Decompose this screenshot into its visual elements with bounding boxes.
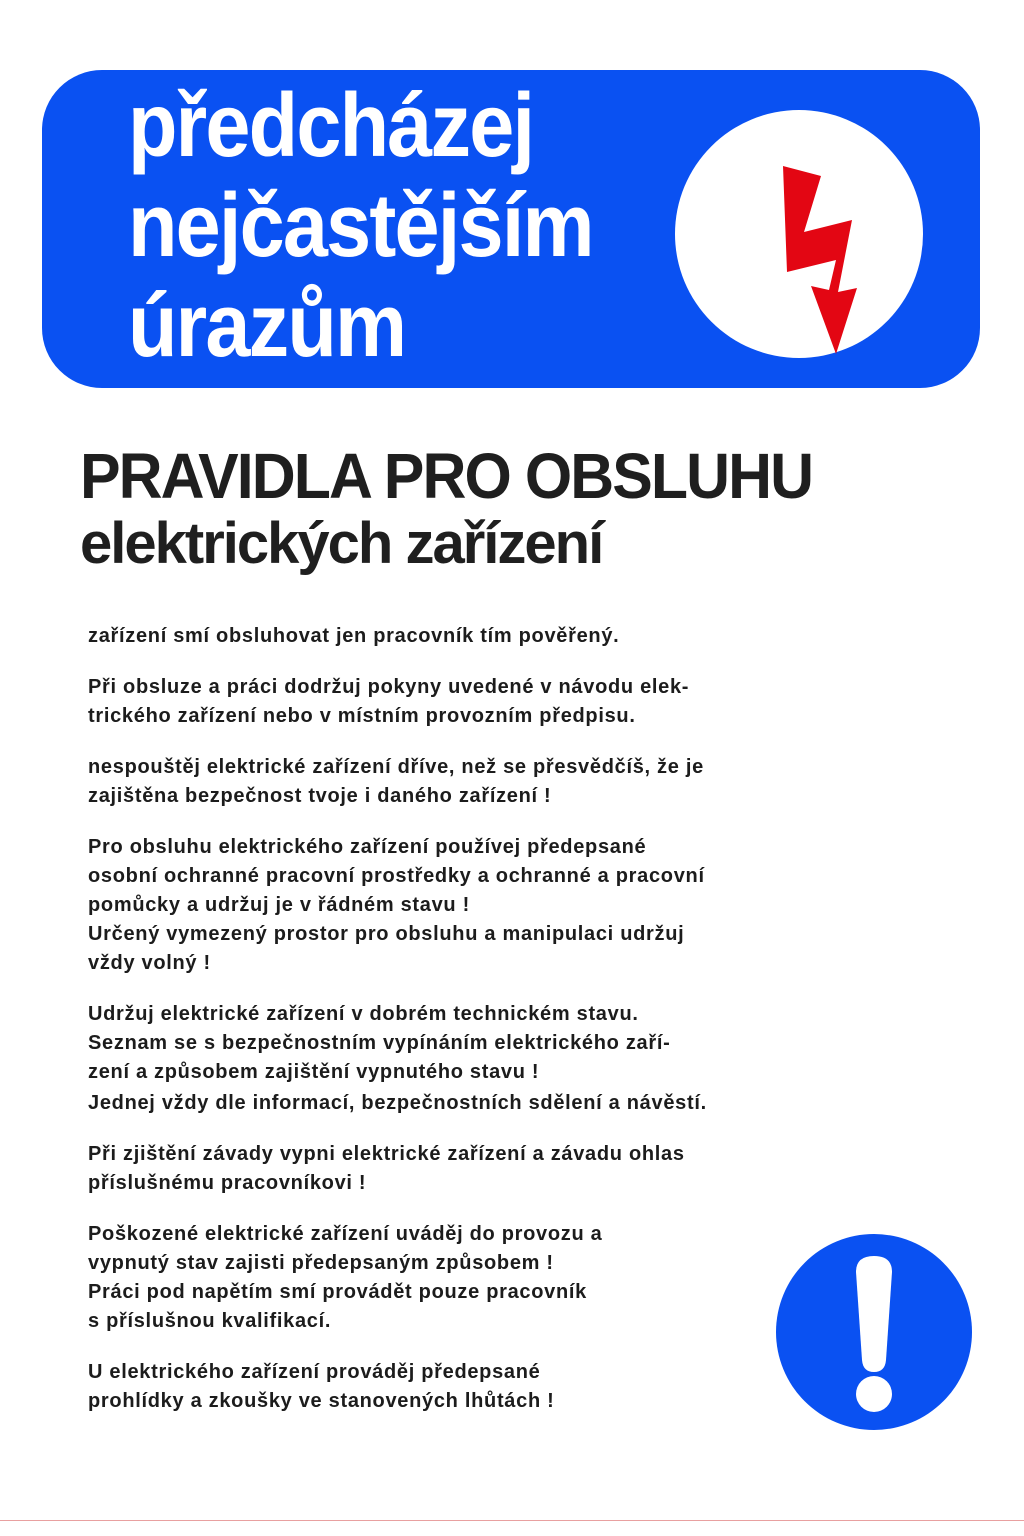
rule-line: zařízení smí obsluhovat jen pracovník tím pověřený. <box>88 625 620 647</box>
rule-line: Udržuj elektrické zařízení v dobrém technickém stavu. <box>88 1003 639 1025</box>
rule-line: Při zjištění závady vypni elektrické zařízení a závadu ohlas <box>88 1143 685 1165</box>
rule-line: Poškozené elektrické zařízení uváděj do provozu a <box>88 1223 603 1245</box>
rule-line: zení a způsobem zajištění vypnutého stavu ! <box>88 1061 540 1083</box>
rule-line: U elektrického zařízení prováděj předepsané <box>88 1361 541 1383</box>
banner-line: předcházej <box>128 76 534 176</box>
lightning-bolt-graphic <box>675 110 923 358</box>
rule-line: příslušnému pracovníkovi ! <box>88 1172 367 1194</box>
rule-item <box>88 1358 848 1416</box>
rule-line: prohlídky a zkoušky ve stanovených lhůtách ! <box>88 1390 555 1412</box>
rule-item <box>88 1089 848 1118</box>
rule-line: vypnutý stav zajisti předepsaným způsobem ! <box>88 1252 554 1274</box>
banner-line: úrazům <box>128 276 406 376</box>
rule-line: osobní ochranné pracovní prostředky a ochranné a pracovní <box>88 865 705 887</box>
warning-banner <box>42 70 980 388</box>
banner-line: nejčastějším <box>128 176 593 276</box>
rule-line: zajištěna bezpečnost tvoje i daného zařízení ! <box>88 785 552 807</box>
rule-line: Určený vymezený prostor pro obsluhu a manipulaci udržuj <box>88 923 685 945</box>
rule-item <box>88 673 848 731</box>
rule-item <box>88 1140 848 1198</box>
rule-line: Pro obsluhu elektrického zařízení používej předepsané <box>88 836 647 858</box>
page-subtitle: elektrických zařízení <box>80 511 603 576</box>
rule-line: Seznam se s bezpečnostním vypínáním elektrického zaří- <box>88 1032 671 1054</box>
rule-line: Při obsluze a práci dodržuj pokyny uvedené v návodu elek- <box>88 676 690 698</box>
exclamation-graphic <box>776 1234 972 1430</box>
rule-item <box>88 833 848 978</box>
page-title: PRAVIDLA PRO OBSLUHU <box>80 440 813 512</box>
rule-item <box>88 1220 848 1336</box>
lightning-bolt-icon <box>675 110 923 358</box>
page-heading <box>80 440 851 576</box>
bottom-divider <box>0 1520 1024 1521</box>
rule-item <box>88 622 848 651</box>
rule-line: s příslušnou kvalifikací. <box>88 1310 332 1332</box>
rule-line: nespouštěj elektrické zařízení dříve, než se přesvědčíš, že je <box>88 756 704 778</box>
rule-item <box>88 753 848 811</box>
rule-line: pomůcky a udržuj je v řádném stavu ! <box>88 894 470 916</box>
rule-line: vždy volný ! <box>88 952 211 974</box>
rule-line: Práci pod napětím smí provádět pouze pracovník <box>88 1281 587 1303</box>
rule-item <box>88 1000 848 1087</box>
rule-line: trického zařízení nebo v místním provozním předpisu. <box>88 705 636 727</box>
exclamation-icon <box>776 1234 972 1430</box>
rules-list <box>88 622 848 1438</box>
rule-line: Jednej vždy dle informací, bezpečnostních sdělení a návěstí. <box>88 1092 707 1114</box>
banner-slogan <box>128 76 593 376</box>
